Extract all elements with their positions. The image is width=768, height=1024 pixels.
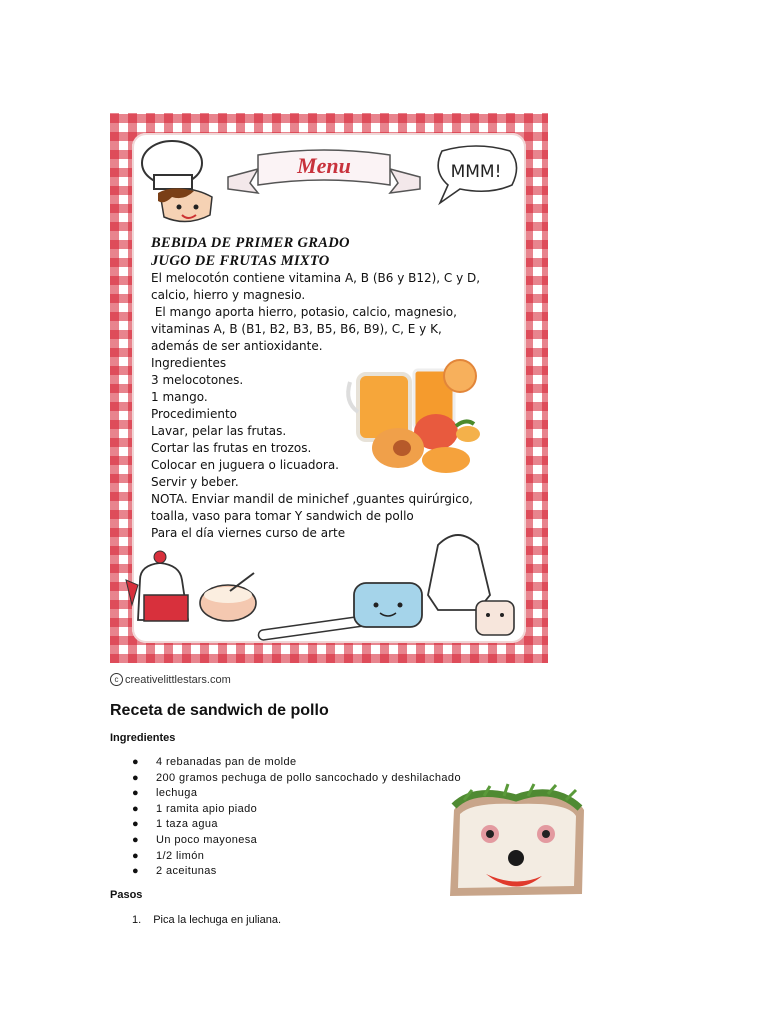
menu-body-line: Cortar las frutas en trozos. [151,441,312,455]
recipe-title: Receta de sandwich de pollo [110,702,329,719]
menu-body-line: Servir y beber. [151,475,239,489]
copyright-icon: c [110,673,123,686]
menu-body-line: además de ser antioxidante. [151,339,323,353]
menu-body-line: vitaminas A, B (B1, B2, B3, B5, B6, B9), C, E y K, [151,322,442,336]
ingredients-list [132,755,461,880]
image-credit-text: creativelittlestars.com [125,673,231,686]
menu-body-line: Colocar en juguera o licuadora. [151,458,339,472]
menu-body-line: calcio, hierro y magnesio. [151,288,306,302]
bullet-icon: ● [132,833,140,846]
image-credit [110,673,231,686]
menu-body-line: Lavar, pelar las frutas. [151,424,287,438]
menu-body-line: El melocotón contiene vitamina A, B (B6 y B12), C y D, [151,271,481,285]
steps-list [132,913,281,928]
bullet-icon: ● [132,802,140,815]
bullet-icon: ● [132,787,140,800]
menu-body-line: NOTA. Enviar mandil de minichef ,guantes quirúrgico, [151,492,473,506]
list-item: ● 4 rebanadas pan de molde [132,755,461,771]
ingredients-heading: Ingredientes [110,732,176,744]
bullet-icon: ● [132,818,140,831]
list-item: ● 2 aceitunas [132,864,461,880]
bullet-icon: ● [132,771,140,784]
menu-body-line: 3 melocotones. [151,373,244,387]
list-item: ● Un poco mayonesa [132,833,461,849]
menu-heading-line: BEBIDA DE PRIMER GRADO [151,235,350,251]
steps-heading: Pasos [110,889,143,901]
menu-banner-text: Menu [297,153,351,178]
menu-body-line: 1 mango. [151,390,208,404]
list-item: ● 1 ramita apio piado [132,802,461,818]
kitchen-items-illustration [118,525,538,640]
step-text: Pica la lechuga en juliana. [153,914,281,926]
menu-heading-line: JUGO DE FRUTAS MIXTO [151,253,330,269]
speech-bubble [430,145,522,207]
list-item: ● lechuga [132,786,461,802]
bullet-icon: ● [132,849,140,862]
menu-body-line: Procedimiento [151,407,238,421]
chef-icon [132,135,222,235]
list-item [132,913,281,928]
step-number: 1. [132,914,142,926]
menu-body-line: Para el día viernes curso de arte [151,526,346,540]
bullet-icon: ● [132,865,140,878]
list-item: ● 1 taza agua [132,817,461,833]
menu-banner [228,145,420,205]
speech-bubble-text: MMM! [450,162,502,182]
menu-body-line: El mango aporta hierro, potasio, calcio, magnesio, [151,305,457,319]
list-item: ● 1/2 limón [132,849,461,865]
sandwich-face-image [444,786,590,902]
list-item: ● 200 gramos pechuga de pollo sancochado y deshilachado [132,771,461,787]
menu-card-text [151,234,491,542]
bullet-icon: ● [132,756,140,768]
menu-body-line: toalla, vaso para tomar Y sandwich de pollo [151,509,414,523]
menu-body-line: Ingredientes [151,356,227,370]
